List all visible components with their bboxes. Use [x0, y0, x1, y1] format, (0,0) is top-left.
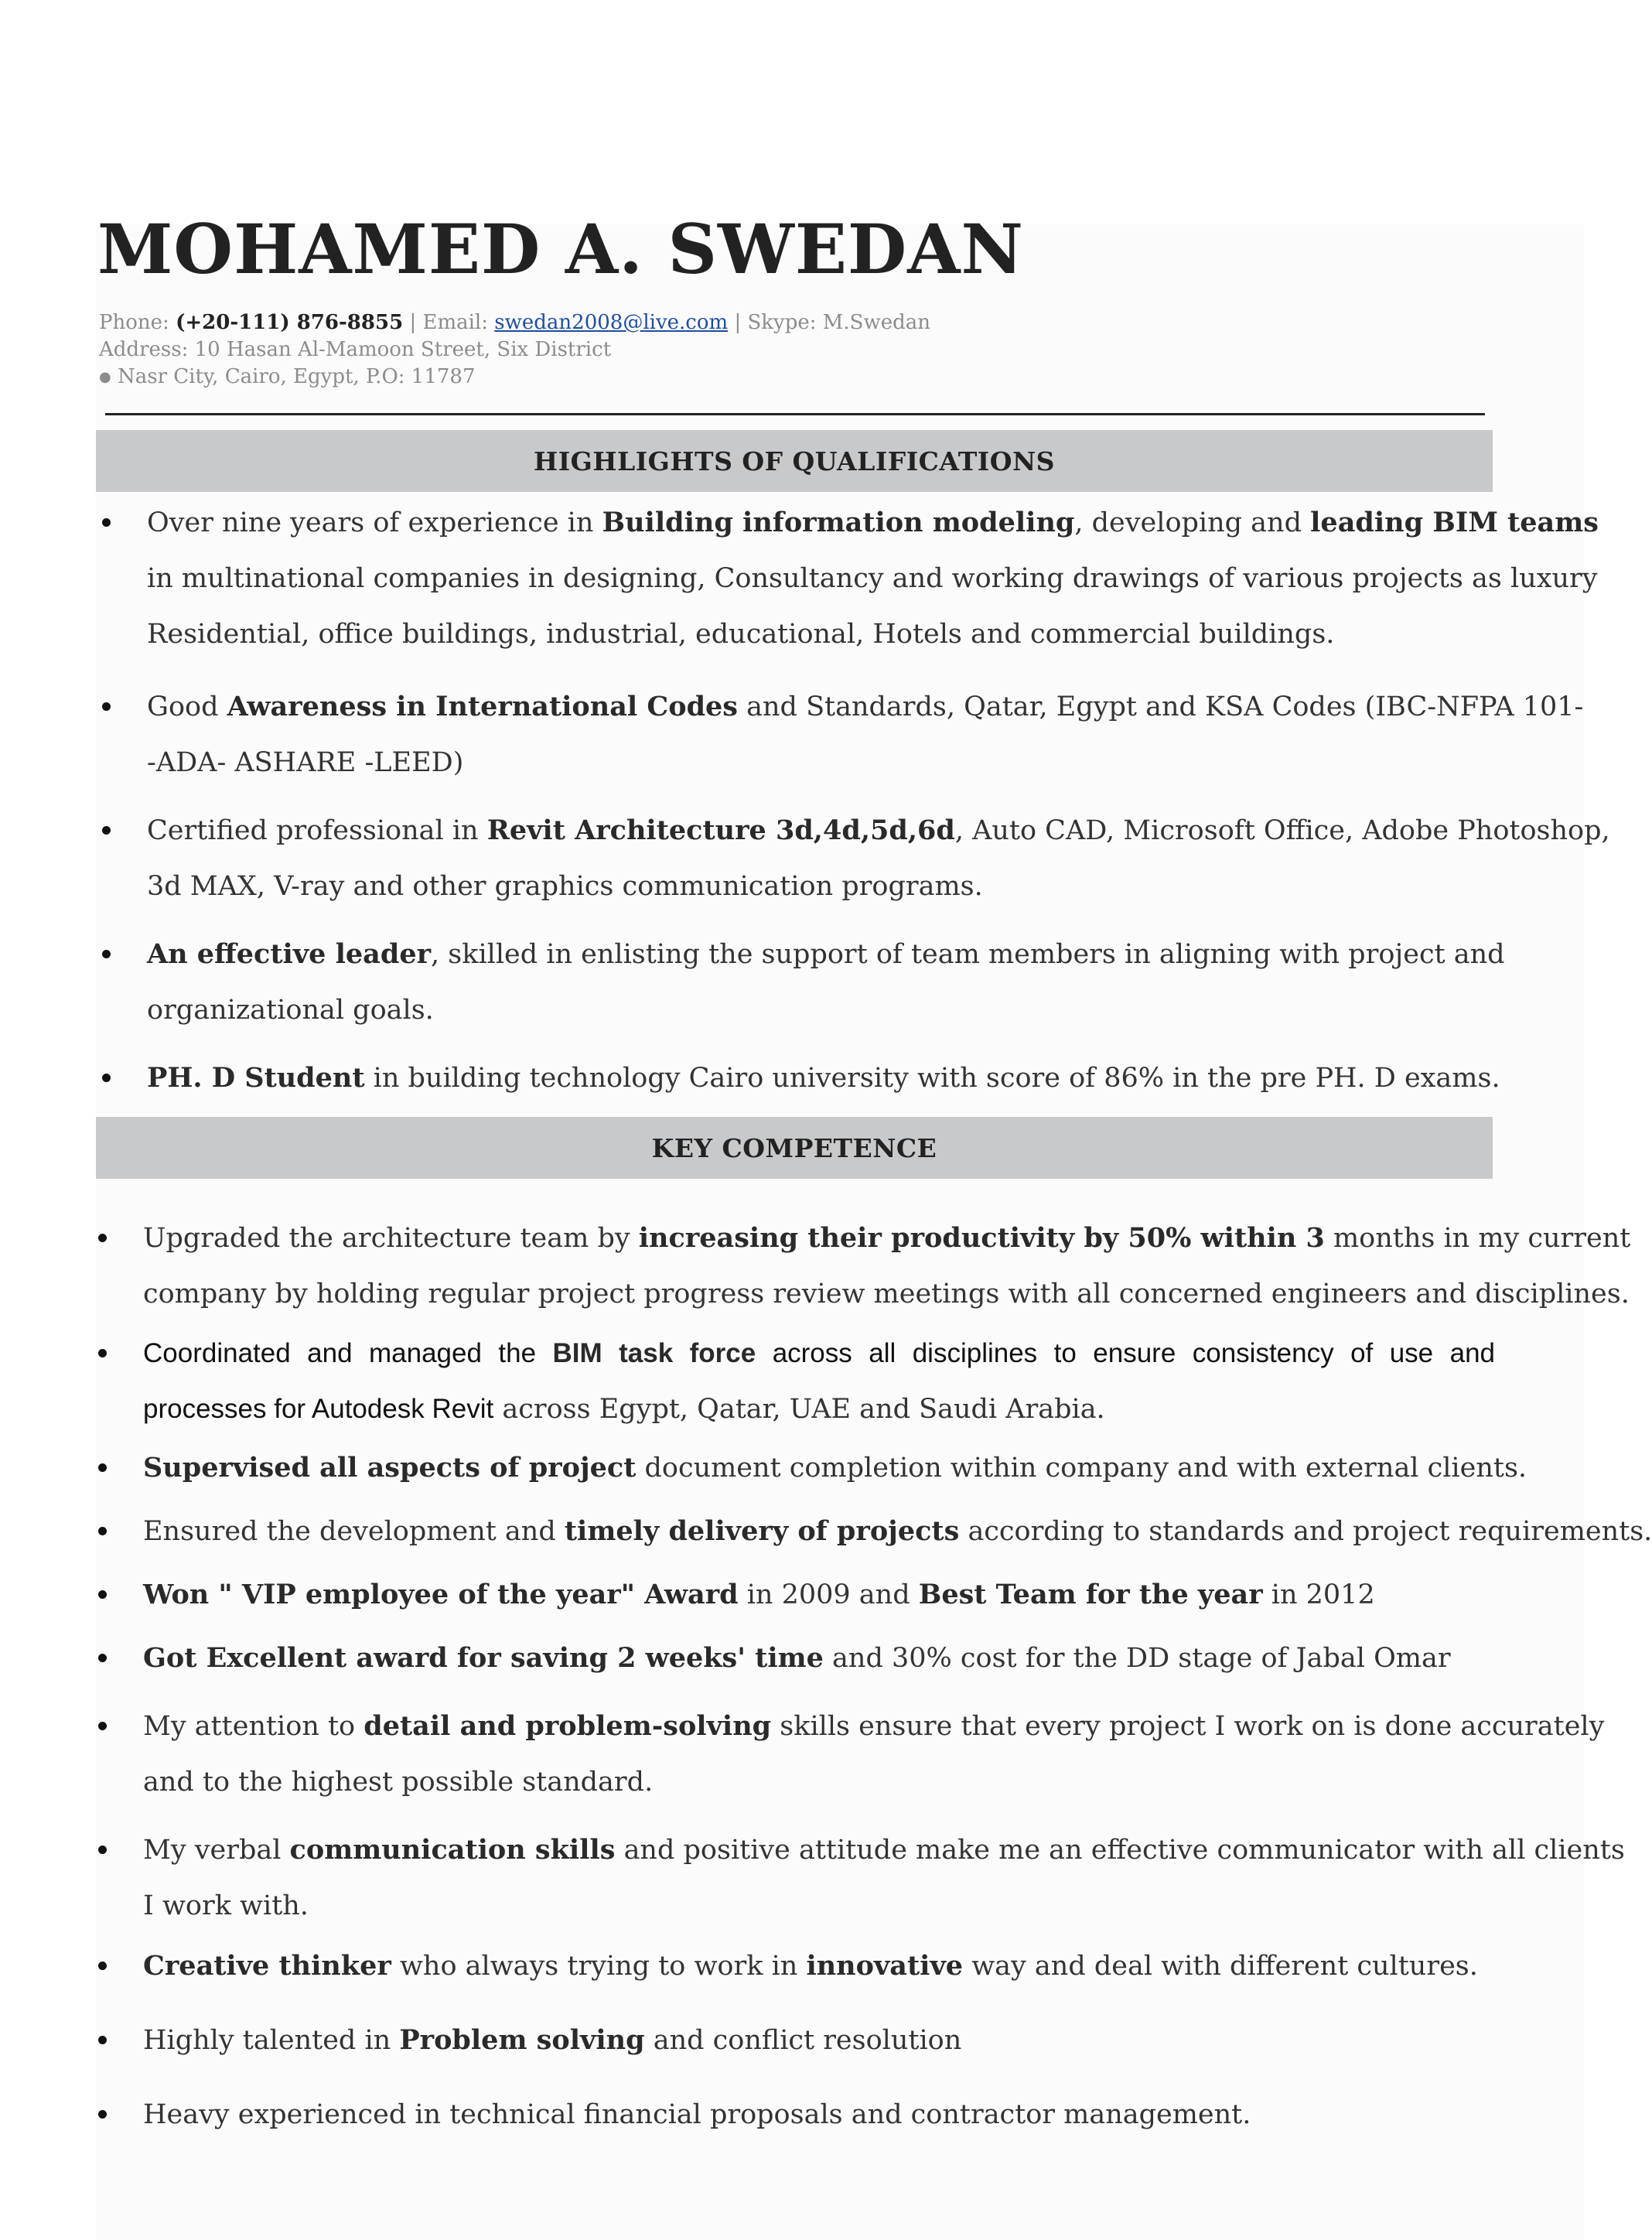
list-item: Creative thinker who always trying to work in innovative way and deal with different cultures.: [143, 1938, 1478, 1994]
list-item: Certified professional in Revit Architecture 3d,4d,5d,6d, Auto CAD, Microsoft Office, Adobe Photoshop,: [147, 803, 1610, 859]
list-item: Upgraded the architecture team by increasing their productivity by 50% within 3 months in my current: [143, 1210, 1630, 1266]
bullet-icon: [98, 1463, 107, 1472]
address-line-1: Address: 10 Hasan Al-Mamoon Street, Six District: [99, 338, 612, 361]
bullet-icon: [98, 1234, 107, 1242]
bullet-icon: [98, 1654, 107, 1662]
list-item: Ensured the development and timely delivery of projects according to standards and project requirements.: [143, 1504, 1652, 1559]
contact-line-1: [99, 309, 1259, 336]
list-item: Over nine years of experience in Building information modeling, developing and leading BIM teams: [147, 495, 1599, 551]
phone-number: (+20-111) 876-8855: [176, 311, 404, 334]
applicant-name: MOHAMED A. SWEDAN: [97, 209, 1024, 289]
bullet-icon: [98, 1590, 107, 1599]
list-item-continuation: company by holding regular project progress review meetings with all concerned engineers and disciplines.: [143, 1279, 1630, 1310]
bullet-icon: [98, 1962, 107, 1970]
list-item: Highly talented in Problem solving and conflict resolution: [143, 2013, 961, 2068]
list-item-continuation: I work with.: [143, 1890, 309, 1921]
section-title-key-competence: KEY COMPETENCE: [96, 1117, 1493, 1179]
list-item: My attention to detail and problem-solving skills ensure that every project I work on is done accurately: [143, 1699, 1604, 1754]
skype-handle: Skype: M.Swedan: [747, 311, 931, 334]
email-link[interactable]: swedan2008@live.com: [494, 311, 729, 334]
list-item-continuation: in multinational companies in designing, Consultancy and working drawings of various projects as luxury: [147, 563, 1598, 594]
header-divider: [105, 413, 1485, 415]
address-line-2: ● Nasr City, Cairo, Egypt, P.O: 11787: [99, 365, 476, 388]
phone-label: Phone:: [99, 311, 176, 334]
bullet-icon: [102, 518, 111, 527]
list-item-continuation: Residential, office buildings, industrial, educational, Hotels and commercial buildings.: [147, 619, 1335, 650]
bullet-icon: [102, 950, 111, 958]
bullet-icon: [98, 1722, 107, 1730]
email-label: Email:: [422, 311, 495, 334]
bullet-icon: [98, 2036, 107, 2044]
list-item-continuation: processes for Autodesk Revit across Egypt, Qatar, UAE and Saudi Arabia.: [143, 1394, 1105, 1425]
list-item: An effective leader, skilled in enlisting the support of team members in aligning with project and: [147, 927, 1505, 982]
separator: |: [409, 311, 417, 334]
list-item: PH. D Student in building technology Cairo university with score of 86% in the pre PH. D exams.: [147, 1050, 1500, 1106]
separator: |: [734, 311, 742, 334]
bullet-icon: [98, 1846, 107, 1854]
list-item-continuation: 3d MAX, V-ray and other graphics communication programs.: [147, 871, 983, 902]
list-item: Good Awareness in International Codes and Standards, Qatar, Egypt and KSA Codes (IBC-NFPA 101-: [147, 679, 1583, 735]
bullet-icon: [98, 2110, 107, 2119]
list-item: Won " VIP employee of the year" Award in 2009 and Best Team for the year in 2012: [143, 1567, 1375, 1623]
bullet-icon: [98, 1349, 107, 1357]
list-item: Supervised all aspects of project document completion within company and with external clients.: [143, 1440, 1527, 1496]
bullet-icon: [98, 1527, 107, 1535]
list-item-continuation: -ADA- ASHARE -LEED): [147, 747, 464, 778]
section-title-highlights: HIGHLIGHTS OF QUALIFICATIONS: [96, 430, 1493, 492]
list-item-continuation: and to the highest possible standard.: [143, 1767, 654, 1798]
contact-block: [99, 309, 1259, 391]
bullet-icon: [102, 702, 111, 711]
list-item: My verbal communication skills and positive attitude make me an effective communicator with all clients: [143, 1822, 1625, 1878]
list-item: Heavy experienced in technical financial proposals and contractor management.: [143, 2087, 1251, 2143]
list-item: Got Excellent award for saving 2 weeks' time and 30% cost for the DD stage of Jabal Omar: [143, 1630, 1451, 1686]
bullet-icon: [102, 826, 111, 835]
list-item: Coordinated and managed the BIM task force across all disciplines to ensure consistency of use and: [143, 1326, 1495, 1381]
bullet-icon: [102, 1074, 111, 1082]
bullet-icon: ●: [99, 369, 111, 385]
list-item-continuation: organizational goals.: [147, 995, 434, 1026]
